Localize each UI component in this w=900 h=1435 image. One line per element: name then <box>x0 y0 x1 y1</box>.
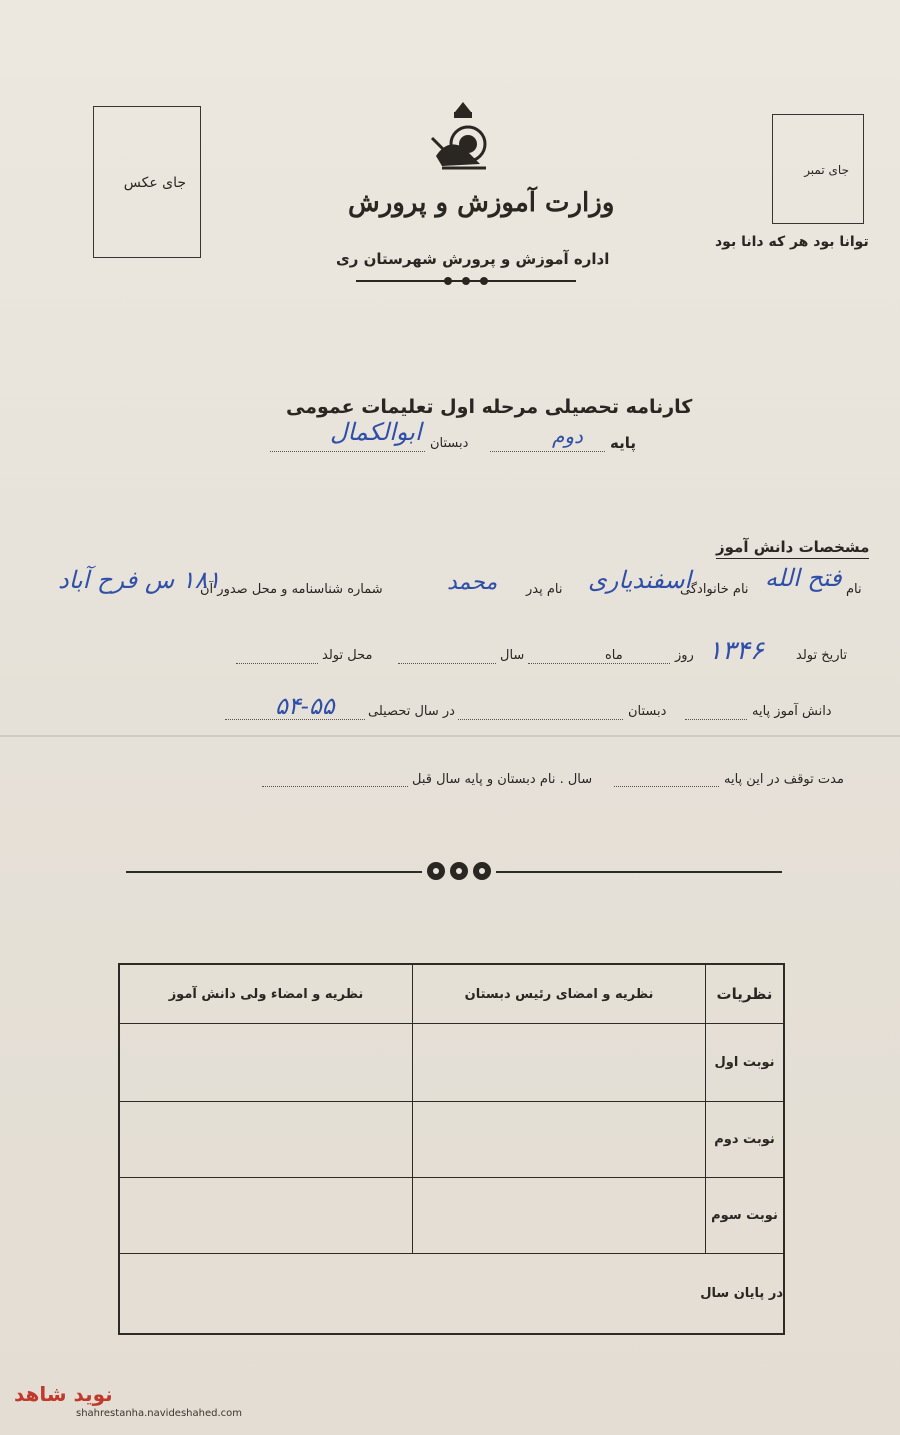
school-value: ابوالکمال <box>330 418 422 446</box>
birth-label: تاریخ تولد <box>796 648 848 663</box>
grade-value: دوم <box>552 424 583 448</box>
photo-box-label: جای عکس <box>123 175 186 191</box>
year-dotline <box>398 663 496 664</box>
table-row <box>119 1178 784 1254</box>
photo-box <box>93 106 201 258</box>
parent-cell-1[interactable] <box>119 1024 413 1102</box>
month-label: ماه <box>605 648 623 663</box>
ministry-title: وزارت آموزش و پرورش <box>348 188 615 218</box>
parent-cell-2[interactable] <box>119 1102 413 1178</box>
lion-and-sun-emblem <box>428 98 498 180</box>
principal-cell-3[interactable] <box>413 1178 706 1254</box>
stamp-box-label: جای تمبر <box>804 163 849 177</box>
paper-fold <box>0 735 900 737</box>
name-value: فتح الله <box>765 564 842 592</box>
school-label: دبستان <box>430 436 469 451</box>
table-row <box>119 1254 784 1335</box>
stamp-box <box>772 114 864 224</box>
father-value: محمد <box>447 570 498 595</box>
grade-dotline <box>490 451 605 452</box>
student-grade-label: دانش آموز پایه <box>752 704 832 719</box>
school-year-value: ۵۴-۵۵ <box>275 692 335 720</box>
name-label: نام <box>846 582 862 597</box>
col-parent: نظریه و امضاء ولی دانش آموز <box>119 964 413 1024</box>
school-year-label: در سال تحصیلی <box>368 704 455 719</box>
divider-left <box>126 871 422 873</box>
birth-year-value: ۱۳۴۶ <box>708 636 764 666</box>
stay-label: مدت توقف در این پایه <box>724 772 844 787</box>
day-label: روز <box>675 648 694 663</box>
row-year-end: در پایان سال <box>119 1254 784 1335</box>
id-value: ۱۸۱ س فرح آباد <box>58 566 221 594</box>
remarks-table <box>118 963 785 1335</box>
watermark-logo: نوید شاهد <box>14 1382 113 1406</box>
school-year-dotline <box>225 719 365 720</box>
birthplace-dotline <box>236 663 318 664</box>
year-label: سال <box>500 648 525 663</box>
row-third-term: نوبت سوم <box>706 1178 785 1254</box>
watermark-url: shahrestanha.navideshahed.com <box>76 1408 243 1419</box>
ornament-divider-top <box>356 274 576 288</box>
section-heading: مشخصات دانش آموز <box>716 538 869 559</box>
school-dotline <box>270 451 425 452</box>
motto: توانا بود هر که دانا بود <box>715 234 869 250</box>
school2-dotline <box>458 719 623 720</box>
table-row <box>119 1102 784 1178</box>
parent-cell-3[interactable] <box>119 1178 413 1254</box>
school2-label: دبستان <box>628 704 667 719</box>
family-value: اسفندیاری <box>588 566 692 594</box>
principal-cell-1[interactable] <box>413 1024 706 1102</box>
divider-right <box>496 871 782 873</box>
prev-school-dotline <box>262 786 408 787</box>
id-label: شماره شناسنامه و محل صدور آن <box>200 582 383 597</box>
student-grade-dotline <box>685 719 747 720</box>
stay-suffix: سال . نام دبستان و پایه سال قبل <box>412 772 593 787</box>
family-label: نام خانوادگی <box>680 582 749 597</box>
stay-dotline <box>614 786 719 787</box>
grade-label: پایه <box>610 434 636 452</box>
table-header-row <box>119 964 784 1024</box>
row-second-term: نوبت دوم <box>706 1102 785 1178</box>
flower-ornament-icon <box>424 859 494 883</box>
month-dotline <box>528 663 600 664</box>
birthplace-label: محل تولد <box>322 648 373 663</box>
col-remarks: نظریات <box>706 964 785 1024</box>
father-label: نام پدر <box>526 582 563 597</box>
col-principal: نظریه و امضای رئیس دبستان <box>413 964 706 1024</box>
document-title: کارنامه تحصیلی مرحله اول تعلیمات عمومی <box>286 396 693 418</box>
principal-cell-2[interactable] <box>413 1102 706 1178</box>
office-title: اداره آموزش و پرورش شهرستان ری <box>336 250 610 268</box>
table-row <box>119 1024 784 1102</box>
row-first-term: نوبت اول <box>706 1024 785 1102</box>
